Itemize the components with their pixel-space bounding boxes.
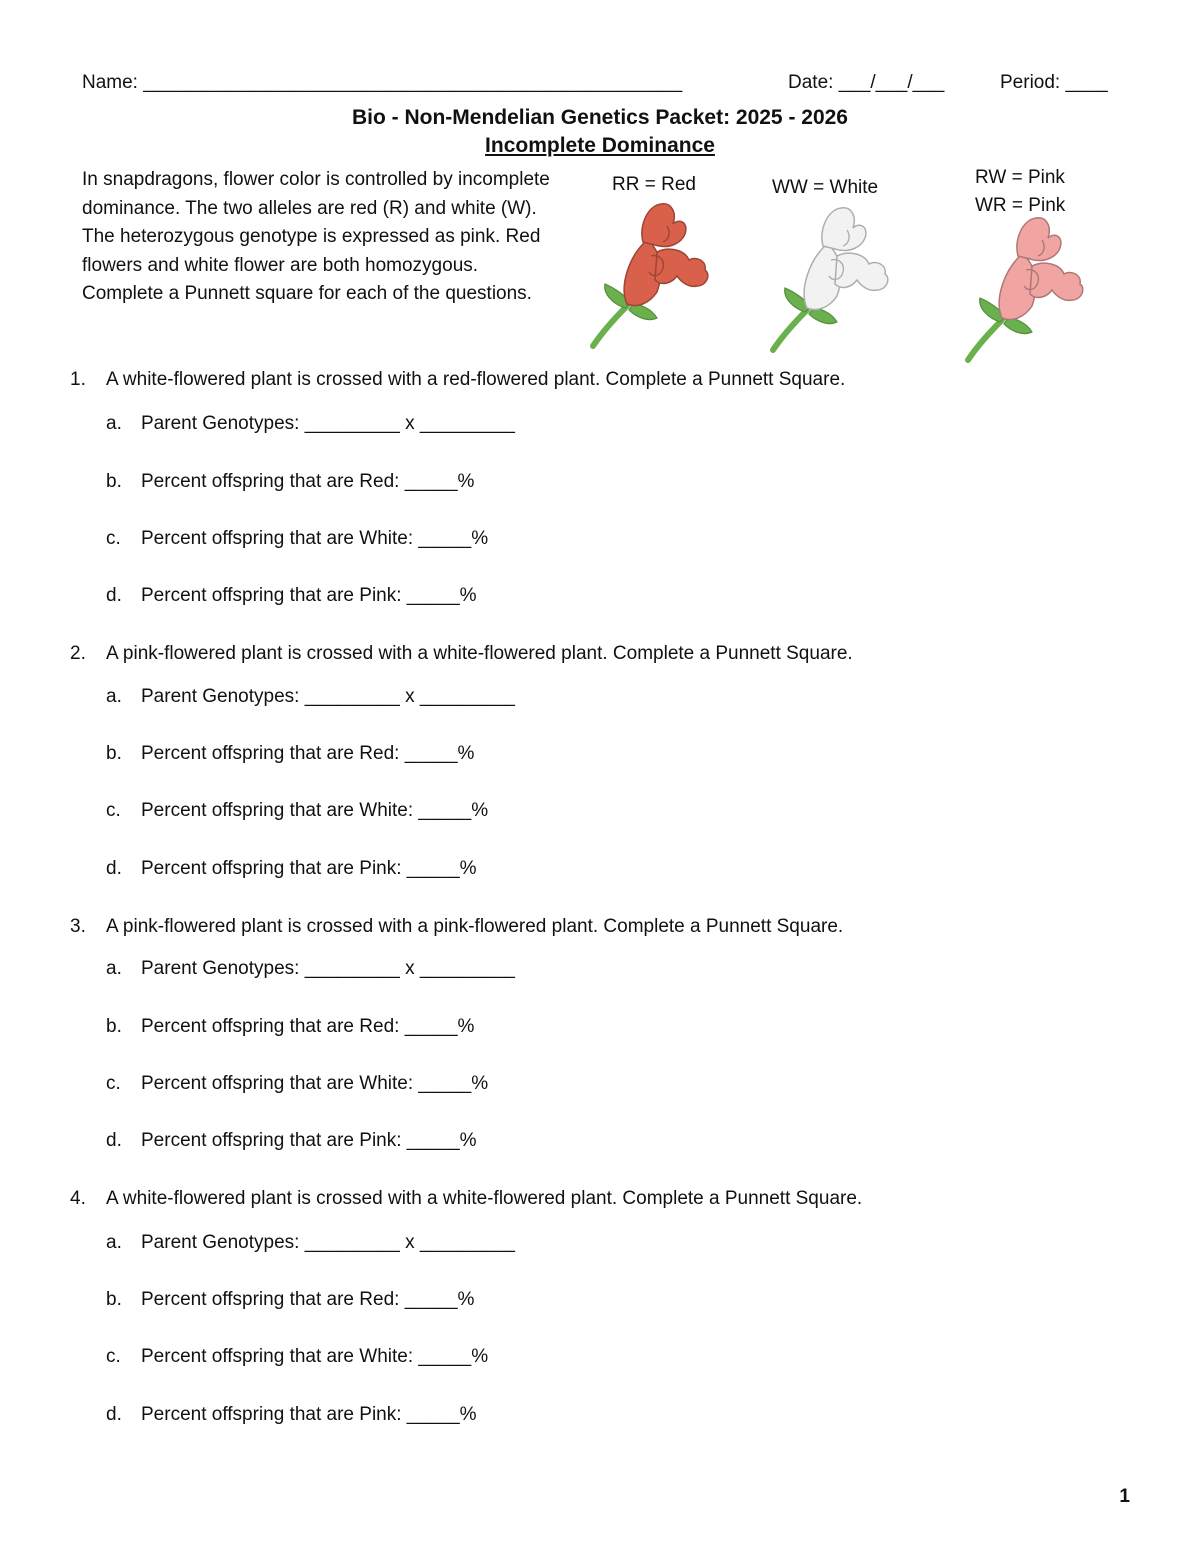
question-text: A white-flowered plant is crossed with a red-flowered plant. Complete a Punnett Square. — [106, 369, 846, 390]
part-text: Parent Genotypes: _________ x _________ — [141, 686, 515, 707]
part-letter: d. — [106, 1130, 122, 1151]
white-snapdragon-image — [765, 200, 905, 356]
page-number: 1 — [1119, 1486, 1130, 1507]
part-letter: b. — [106, 1289, 122, 1310]
date-field-label: Date: ___/___/___ — [788, 72, 945, 93]
part-text: Percent offspring that are Red: _____% — [141, 743, 475, 764]
part-text: Percent offspring that are White: _____% — [141, 528, 489, 549]
question-3 — [70, 916, 843, 938]
question-number: 2. — [70, 643, 86, 664]
white-genotype-label: WW = White — [772, 177, 879, 198]
period-field-label: Period: ____ — [1000, 72, 1108, 93]
question-3a — [106, 958, 515, 980]
question-3c — [106, 1073, 488, 1095]
part-letter: a. — [106, 413, 122, 434]
intro-paragraph: In snapdragons, flower color is controlled by incomplete dominance. The two alleles are red (R) and white (W). The heterozygous genotype is expressed as pink. Red flowers and white flower are both homozygous. Complete a Punnett square for each of the questions. — [82, 169, 550, 305]
question-4d — [106, 1404, 477, 1426]
part-letter: b. — [106, 743, 122, 764]
part-text: Parent Genotypes: _________ x _________ — [141, 958, 515, 979]
pink-genotype-label-rw: RW = Pink — [975, 167, 1065, 188]
question-1 — [70, 369, 845, 391]
part-letter: b. — [106, 471, 122, 492]
question-3d — [106, 1130, 477, 1152]
part-letter: c. — [106, 528, 121, 549]
question-2d — [106, 858, 477, 880]
part-text: Parent Genotypes: _________ x _________ — [141, 413, 515, 434]
question-4b — [106, 1289, 474, 1311]
part-text: Percent offspring that are Red: _____% — [141, 1289, 475, 1310]
pink-genotype-label-wr: WR = Pink — [975, 195, 1066, 216]
part-text: Percent offspring that are Pink: _____% — [141, 858, 477, 879]
part-text: Percent offspring that are Pink: _____% — [141, 1130, 477, 1151]
part-letter: d. — [106, 585, 122, 606]
part-letter: a. — [106, 958, 122, 979]
question-number: 3. — [70, 916, 86, 937]
part-letter: a. — [106, 1232, 122, 1253]
question-text: A white-flowered plant is crossed with a white-flowered plant. Complete a Punnett Square. — [106, 1188, 863, 1209]
pink-snapdragon-image — [960, 210, 1100, 366]
question-1b — [106, 471, 474, 493]
part-letter: c. — [106, 1073, 121, 1094]
question-2a — [106, 686, 515, 708]
part-letter: c. — [106, 1346, 121, 1367]
red-genotype-label: RR = Red — [612, 174, 696, 195]
part-text: Percent offspring that are Red: _____% — [141, 1016, 475, 1037]
question-number: 4. — [70, 1188, 86, 1209]
part-text: Percent offspring that are White: _____% — [141, 800, 489, 821]
part-letter: c. — [106, 800, 121, 821]
part-text: Percent offspring that are Red: _____% — [141, 471, 475, 492]
question-2c — [106, 800, 488, 822]
packet-title: Bio - Non-Mendelian Genetics Packet: 2025 - 2026 — [351, 106, 848, 129]
question-4c — [106, 1346, 488, 1368]
part-text: Percent offspring that are Pink: _____% — [141, 585, 477, 606]
question-2b — [106, 743, 474, 765]
question-text: A pink-flowered plant is crossed with a pink-flowered plant. Complete a Punnett Square. — [106, 916, 844, 937]
question-4a — [106, 1232, 515, 1254]
question-2 — [70, 643, 853, 665]
part-letter: d. — [106, 1404, 122, 1425]
part-text: Percent offspring that are White: _____% — [141, 1346, 489, 1367]
question-1d — [106, 585, 477, 607]
question-4 — [70, 1188, 862, 1210]
question-1c — [106, 528, 488, 550]
part-letter: d. — [106, 858, 122, 879]
part-text: Percent offspring that are White: _____% — [141, 1073, 489, 1094]
red-snapdragon-image — [585, 196, 725, 352]
name-field-label: Name: ___________________________________________________ — [82, 72, 683, 93]
part-text: Parent Genotypes: _________ x _________ — [141, 1232, 515, 1253]
part-letter: b. — [106, 1016, 122, 1037]
question-1a — [106, 413, 515, 435]
section-subtitle: Incomplete Dominance — [485, 134, 715, 157]
part-text: Percent offspring that are Pink: _____% — [141, 1404, 477, 1425]
part-letter: a. — [106, 686, 122, 707]
question-text: A pink-flowered plant is crossed with a white-flowered plant. Complete a Punnett Square. — [106, 643, 853, 664]
question-number: 1. — [70, 369, 86, 390]
question-3b — [106, 1016, 474, 1038]
